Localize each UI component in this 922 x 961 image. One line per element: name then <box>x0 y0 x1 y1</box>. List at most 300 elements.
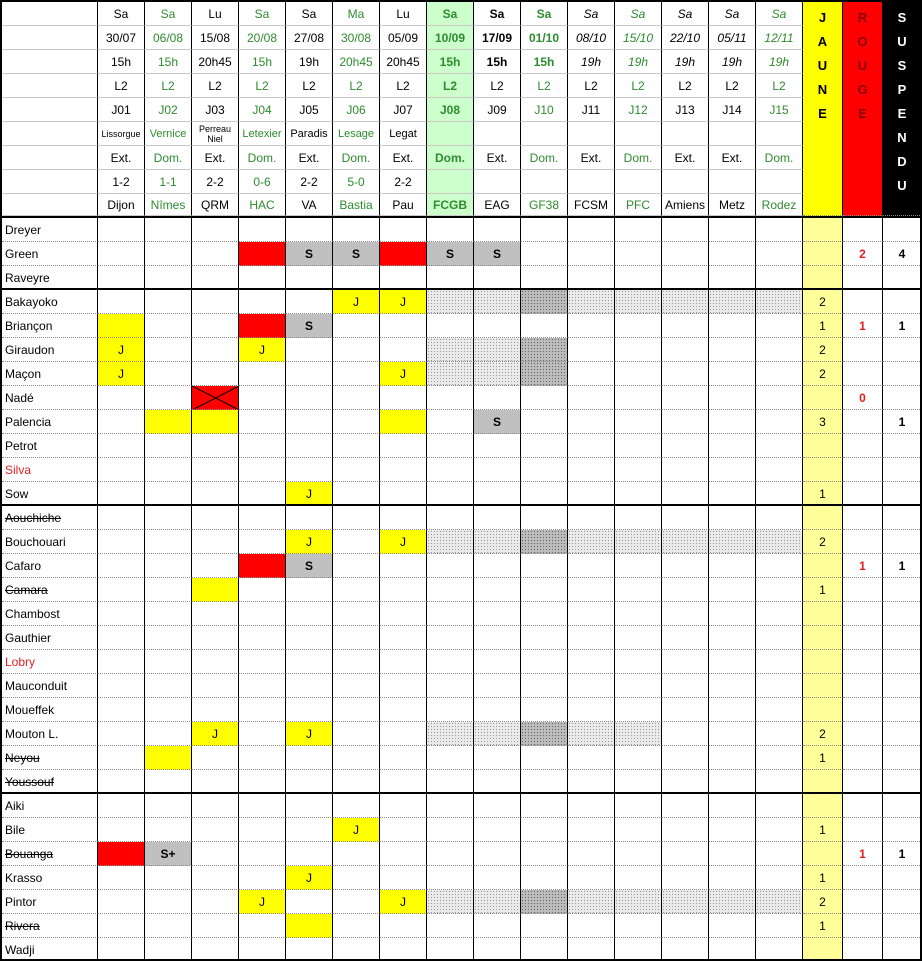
match-cell[interactable] <box>98 914 145 938</box>
suspended-cell[interactable]: S <box>427 242 474 266</box>
suspended-cell[interactable]: S <box>474 242 521 266</box>
player-name[interactable]: Green <box>2 242 98 266</box>
match-cell[interactable] <box>98 794 145 818</box>
match-cell[interactable] <box>145 218 192 242</box>
match-cell[interactable] <box>662 602 709 626</box>
match-cell[interactable] <box>568 602 615 626</box>
match-cell[interactable] <box>662 650 709 674</box>
player-name[interactable]: Bakayoko <box>2 290 98 314</box>
match-cell[interactable] <box>615 578 662 602</box>
match-cell[interactable] <box>756 386 803 410</box>
match-cell[interactable] <box>474 770 521 794</box>
match-cell[interactable] <box>615 338 662 362</box>
match-cell[interactable] <box>286 794 333 818</box>
match-cell[interactable] <box>709 458 756 482</box>
match-cell[interactable] <box>568 650 615 674</box>
match-cell[interactable] <box>521 938 568 961</box>
risk-cell[interactable] <box>427 722 474 746</box>
match-cell[interactable] <box>568 674 615 698</box>
player-name[interactable]: Wadji <box>2 938 98 961</box>
match-cell[interactable] <box>756 554 803 578</box>
match-cell[interactable] <box>568 362 615 386</box>
match-cell[interactable] <box>662 362 709 386</box>
match-cell[interactable] <box>615 218 662 242</box>
match-cell[interactable] <box>521 578 568 602</box>
match-cell[interactable] <box>239 746 286 770</box>
risk-cell-dark[interactable] <box>521 362 568 386</box>
suspended-cell[interactable]: S <box>333 242 380 266</box>
match-cell[interactable] <box>662 842 709 866</box>
suspended-cell[interactable]: S <box>286 314 333 338</box>
match-cell[interactable] <box>333 338 380 362</box>
match-cell[interactable] <box>709 410 756 434</box>
match-cell[interactable] <box>709 578 756 602</box>
match-cell[interactable] <box>145 458 192 482</box>
player-name[interactable]: Sow <box>2 482 98 506</box>
match-cell[interactable] <box>239 434 286 458</box>
match-cell[interactable] <box>521 626 568 650</box>
match-cell[interactable] <box>568 458 615 482</box>
match-cell[interactable] <box>568 578 615 602</box>
player-name[interactable]: Briançon <box>2 314 98 338</box>
match-cell[interactable] <box>98 458 145 482</box>
risk-cell[interactable] <box>709 890 756 914</box>
match-cell[interactable] <box>568 506 615 530</box>
match-cell[interactable] <box>521 842 568 866</box>
risk-cell[interactable] <box>615 530 662 554</box>
match-cell[interactable] <box>615 410 662 434</box>
match-cell[interactable] <box>662 434 709 458</box>
player-name[interactable]: Lobry <box>2 650 98 674</box>
match-cell[interactable] <box>192 770 239 794</box>
player-name[interactable]: Palencia <box>2 410 98 434</box>
match-cell[interactable] <box>333 746 380 770</box>
match-cell[interactable] <box>756 794 803 818</box>
player-name[interactable]: Dreyer <box>2 218 98 242</box>
match-cell[interactable] <box>568 938 615 961</box>
match-cell[interactable] <box>615 842 662 866</box>
player-name[interactable]: Maçon <box>2 362 98 386</box>
match-cell[interactable] <box>709 482 756 506</box>
match-cell[interactable] <box>145 770 192 794</box>
match-cell[interactable] <box>380 770 427 794</box>
match-cell[interactable] <box>286 386 333 410</box>
match-cell[interactable] <box>98 650 145 674</box>
match-cell[interactable] <box>145 290 192 314</box>
match-cell[interactable] <box>521 698 568 722</box>
risk-cell[interactable] <box>427 530 474 554</box>
match-cell[interactable] <box>145 650 192 674</box>
match-cell[interactable] <box>427 770 474 794</box>
match-cell[interactable] <box>709 242 756 266</box>
match-cell[interactable] <box>709 698 756 722</box>
match-cell[interactable] <box>333 794 380 818</box>
yellow-card-cell[interactable] <box>145 746 192 770</box>
match-cell[interactable] <box>145 506 192 530</box>
match-cell[interactable] <box>756 266 803 290</box>
match-cell[interactable] <box>709 674 756 698</box>
match-cell[interactable] <box>145 266 192 290</box>
match-cell[interactable] <box>521 242 568 266</box>
match-cell[interactable] <box>521 794 568 818</box>
match-cell[interactable] <box>239 458 286 482</box>
match-cell[interactable] <box>756 578 803 602</box>
match-cell[interactable] <box>239 266 286 290</box>
match-cell[interactable] <box>145 386 192 410</box>
match-cell[interactable] <box>192 650 239 674</box>
suspended-cell[interactable]: S <box>286 242 333 266</box>
match-cell[interactable] <box>568 626 615 650</box>
risk-cell[interactable] <box>615 722 662 746</box>
match-cell[interactable] <box>662 794 709 818</box>
match-cell[interactable] <box>662 818 709 842</box>
match-cell[interactable] <box>98 554 145 578</box>
match-cell[interactable] <box>427 218 474 242</box>
match-cell[interactable] <box>568 698 615 722</box>
match-cell[interactable] <box>98 482 145 506</box>
match-cell[interactable] <box>474 938 521 961</box>
match-cell[interactable] <box>333 458 380 482</box>
risk-cell-dark[interactable] <box>521 722 568 746</box>
match-cell[interactable] <box>286 770 333 794</box>
match-cell[interactable] <box>192 794 239 818</box>
match-cell[interactable] <box>98 530 145 554</box>
match-cell[interactable] <box>615 674 662 698</box>
yellow-card-cell[interactable]: J <box>333 818 380 842</box>
match-cell[interactable] <box>568 746 615 770</box>
match-cell[interactable] <box>427 746 474 770</box>
match-cell[interactable] <box>286 674 333 698</box>
risk-cell[interactable] <box>568 530 615 554</box>
match-cell[interactable] <box>568 914 615 938</box>
match-cell[interactable] <box>380 554 427 578</box>
match-cell[interactable] <box>521 866 568 890</box>
yellow-card-cell[interactable]: J <box>98 362 145 386</box>
risk-cell-dark[interactable] <box>521 890 568 914</box>
match-cell[interactable] <box>521 266 568 290</box>
match-cell[interactable] <box>333 554 380 578</box>
yellow-card-cell[interactable] <box>145 410 192 434</box>
match-cell[interactable] <box>380 746 427 770</box>
match-cell[interactable] <box>427 602 474 626</box>
match-cell[interactable] <box>380 914 427 938</box>
match-cell[interactable] <box>380 218 427 242</box>
match-cell[interactable] <box>568 842 615 866</box>
match-cell[interactable] <box>568 410 615 434</box>
match-cell[interactable] <box>286 602 333 626</box>
match-cell[interactable] <box>615 794 662 818</box>
match-cell[interactable] <box>98 746 145 770</box>
player-name[interactable]: Bile <box>2 818 98 842</box>
match-cell[interactable] <box>286 818 333 842</box>
match-cell[interactable] <box>239 770 286 794</box>
match-cell[interactable] <box>145 722 192 746</box>
match-cell[interactable] <box>662 674 709 698</box>
match-cell[interactable] <box>427 818 474 842</box>
match-cell[interactable] <box>756 626 803 650</box>
match-cell[interactable] <box>145 362 192 386</box>
match-cell[interactable] <box>98 242 145 266</box>
match-cell[interactable] <box>145 866 192 890</box>
yellow-card-cell[interactable]: J <box>333 290 380 314</box>
match-cell[interactable] <box>239 602 286 626</box>
match-cell[interactable] <box>662 386 709 410</box>
match-cell[interactable] <box>239 482 286 506</box>
match-cell[interactable] <box>192 890 239 914</box>
match-cell[interactable] <box>756 698 803 722</box>
match-cell[interactable] <box>615 458 662 482</box>
match-cell[interactable] <box>474 674 521 698</box>
match-cell[interactable] <box>380 482 427 506</box>
player-name[interactable]: Pintor <box>2 890 98 914</box>
match-cell[interactable] <box>380 434 427 458</box>
match-cell[interactable] <box>333 650 380 674</box>
yellow-card-cell[interactable] <box>192 410 239 434</box>
match-cell[interactable] <box>474 914 521 938</box>
suspended-cell[interactable]: S <box>286 554 333 578</box>
yellow-card-cell[interactable]: J <box>380 362 427 386</box>
match-cell[interactable] <box>333 506 380 530</box>
match-cell[interactable] <box>427 650 474 674</box>
risk-cell[interactable] <box>662 290 709 314</box>
risk-cell[interactable] <box>662 530 709 554</box>
match-cell[interactable] <box>521 218 568 242</box>
match-cell[interactable] <box>474 482 521 506</box>
match-cell[interactable] <box>521 458 568 482</box>
match-cell[interactable] <box>98 506 145 530</box>
match-cell[interactable] <box>333 482 380 506</box>
red-card-cell[interactable] <box>239 242 286 266</box>
match-cell[interactable] <box>286 938 333 961</box>
match-cell[interactable] <box>192 506 239 530</box>
match-cell[interactable] <box>380 578 427 602</box>
match-cell[interactable] <box>662 626 709 650</box>
yellow-card-cell[interactable]: J <box>286 530 333 554</box>
match-cell[interactable] <box>662 338 709 362</box>
match-cell[interactable] <box>756 362 803 386</box>
yellow-card-cell[interactable]: J <box>380 530 427 554</box>
match-cell[interactable] <box>662 266 709 290</box>
match-cell[interactable] <box>427 482 474 506</box>
match-cell[interactable] <box>192 290 239 314</box>
match-cell[interactable] <box>333 218 380 242</box>
match-cell[interactable] <box>380 866 427 890</box>
match-cell[interactable] <box>98 770 145 794</box>
match-cell[interactable] <box>98 266 145 290</box>
match-cell[interactable] <box>521 650 568 674</box>
match-cell[interactable] <box>756 434 803 458</box>
match-cell[interactable] <box>662 914 709 938</box>
match-cell[interactable] <box>145 938 192 961</box>
match-cell[interactable] <box>662 554 709 578</box>
match-cell[interactable] <box>615 698 662 722</box>
match-cell[interactable] <box>333 434 380 458</box>
match-cell[interactable] <box>568 314 615 338</box>
risk-cell[interactable] <box>427 362 474 386</box>
match-cell[interactable] <box>709 506 756 530</box>
match-cell[interactable] <box>568 818 615 842</box>
match-cell[interactable] <box>192 266 239 290</box>
match-cell[interactable] <box>709 314 756 338</box>
match-cell[interactable] <box>192 458 239 482</box>
risk-cell[interactable] <box>427 890 474 914</box>
match-cell[interactable] <box>521 602 568 626</box>
match-cell[interactable] <box>380 338 427 362</box>
match-cell[interactable] <box>568 242 615 266</box>
match-cell[interactable] <box>568 434 615 458</box>
match-cell[interactable] <box>98 938 145 961</box>
player-name[interactable]: Silva <box>2 458 98 482</box>
match-cell[interactable] <box>239 626 286 650</box>
risk-cell[interactable] <box>756 890 803 914</box>
match-cell[interactable] <box>192 914 239 938</box>
match-cell[interactable] <box>756 482 803 506</box>
match-cell[interactable] <box>756 314 803 338</box>
match-cell[interactable] <box>192 218 239 242</box>
match-cell[interactable] <box>615 602 662 626</box>
player-name[interactable]: Bouchouari <box>2 530 98 554</box>
red-card-cell[interactable] <box>98 842 145 866</box>
match-cell[interactable] <box>333 530 380 554</box>
match-cell[interactable] <box>662 482 709 506</box>
match-cell[interactable] <box>568 770 615 794</box>
red-card-cell[interactable] <box>239 314 286 338</box>
risk-cell[interactable] <box>615 890 662 914</box>
match-cell[interactable] <box>286 890 333 914</box>
match-cell[interactable] <box>709 266 756 290</box>
match-cell[interactable] <box>98 674 145 698</box>
match-cell[interactable] <box>756 410 803 434</box>
match-cell[interactable] <box>521 506 568 530</box>
match-cell[interactable] <box>239 698 286 722</box>
match-cell[interactable] <box>286 842 333 866</box>
match-cell[interactable] <box>662 458 709 482</box>
match-cell[interactable] <box>192 242 239 266</box>
player-name[interactable]: Bouanga <box>2 842 98 866</box>
match-cell[interactable] <box>286 650 333 674</box>
yellow-card-cell[interactable]: J <box>286 722 333 746</box>
match-cell[interactable] <box>709 818 756 842</box>
match-cell[interactable] <box>756 602 803 626</box>
match-cell[interactable] <box>615 386 662 410</box>
match-cell[interactable] <box>427 626 474 650</box>
match-cell[interactable] <box>662 410 709 434</box>
match-cell[interactable] <box>333 314 380 338</box>
match-cell[interactable] <box>615 746 662 770</box>
match-cell[interactable] <box>145 818 192 842</box>
match-cell[interactable] <box>662 770 709 794</box>
match-cell[interactable] <box>427 314 474 338</box>
match-cell[interactable] <box>615 818 662 842</box>
match-cell[interactable] <box>239 938 286 961</box>
match-cell[interactable] <box>709 866 756 890</box>
match-cell[interactable] <box>333 938 380 961</box>
match-cell[interactable] <box>333 602 380 626</box>
match-cell[interactable] <box>521 314 568 338</box>
match-cell[interactable] <box>709 338 756 362</box>
match-cell[interactable] <box>98 218 145 242</box>
match-cell[interactable] <box>521 410 568 434</box>
match-cell[interactable] <box>333 770 380 794</box>
yellow-card-cell[interactable]: J <box>192 722 239 746</box>
risk-cell[interactable] <box>568 890 615 914</box>
match-cell[interactable] <box>239 506 286 530</box>
match-cell[interactable] <box>474 218 521 242</box>
match-cell[interactable] <box>192 698 239 722</box>
match-cell[interactable] <box>521 746 568 770</box>
match-cell[interactable] <box>568 554 615 578</box>
match-cell[interactable] <box>709 626 756 650</box>
risk-cell[interactable] <box>427 290 474 314</box>
yellow-card-cell[interactable]: J <box>239 338 286 362</box>
match-cell[interactable] <box>239 578 286 602</box>
match-cell[interactable] <box>521 482 568 506</box>
match-cell[interactable] <box>615 938 662 961</box>
match-cell[interactable] <box>239 290 286 314</box>
match-cell[interactable] <box>192 866 239 890</box>
match-cell[interactable] <box>427 458 474 482</box>
match-cell[interactable] <box>239 674 286 698</box>
player-name[interactable]: Giraudon <box>2 338 98 362</box>
match-cell[interactable] <box>286 698 333 722</box>
yellow-card-cell[interactable]: J <box>286 866 333 890</box>
match-cell[interactable] <box>756 506 803 530</box>
match-cell[interactable] <box>474 866 521 890</box>
match-cell[interactable] <box>145 602 192 626</box>
suspended-cell[interactable]: S+ <box>145 842 192 866</box>
match-cell[interactable] <box>380 722 427 746</box>
match-cell[interactable] <box>615 554 662 578</box>
player-name[interactable]: Rivera <box>2 914 98 938</box>
yellow-card-cell[interactable]: J <box>98 338 145 362</box>
yellow-card-cell[interactable] <box>286 914 333 938</box>
match-cell[interactable] <box>333 842 380 866</box>
match-cell[interactable] <box>521 818 568 842</box>
match-cell[interactable] <box>145 578 192 602</box>
match-cell[interactable] <box>427 434 474 458</box>
risk-cell[interactable] <box>474 722 521 746</box>
match-cell[interactable] <box>568 218 615 242</box>
match-cell[interactable] <box>474 746 521 770</box>
match-cell[interactable] <box>333 674 380 698</box>
match-cell[interactable] <box>662 866 709 890</box>
match-cell[interactable] <box>709 794 756 818</box>
match-cell[interactable] <box>286 218 333 242</box>
match-cell[interactable] <box>380 650 427 674</box>
match-cell[interactable] <box>239 818 286 842</box>
match-cell[interactable] <box>333 578 380 602</box>
match-cell[interactable] <box>380 674 427 698</box>
match-cell[interactable] <box>192 554 239 578</box>
match-cell[interactable] <box>239 362 286 386</box>
match-cell[interactable] <box>474 554 521 578</box>
match-cell[interactable] <box>192 938 239 961</box>
match-cell[interactable] <box>615 650 662 674</box>
match-cell[interactable] <box>333 266 380 290</box>
match-cell[interactable] <box>662 698 709 722</box>
match-cell[interactable] <box>286 410 333 434</box>
match-cell[interactable] <box>709 602 756 626</box>
match-cell[interactable] <box>239 386 286 410</box>
match-cell[interactable] <box>756 866 803 890</box>
match-cell[interactable] <box>756 458 803 482</box>
match-cell[interactable] <box>286 434 333 458</box>
player-name[interactable]: Petrot <box>2 434 98 458</box>
match-cell[interactable] <box>615 506 662 530</box>
match-cell[interactable] <box>709 770 756 794</box>
player-name[interactable]: Youssouf <box>2 770 98 794</box>
match-cell[interactable] <box>615 626 662 650</box>
